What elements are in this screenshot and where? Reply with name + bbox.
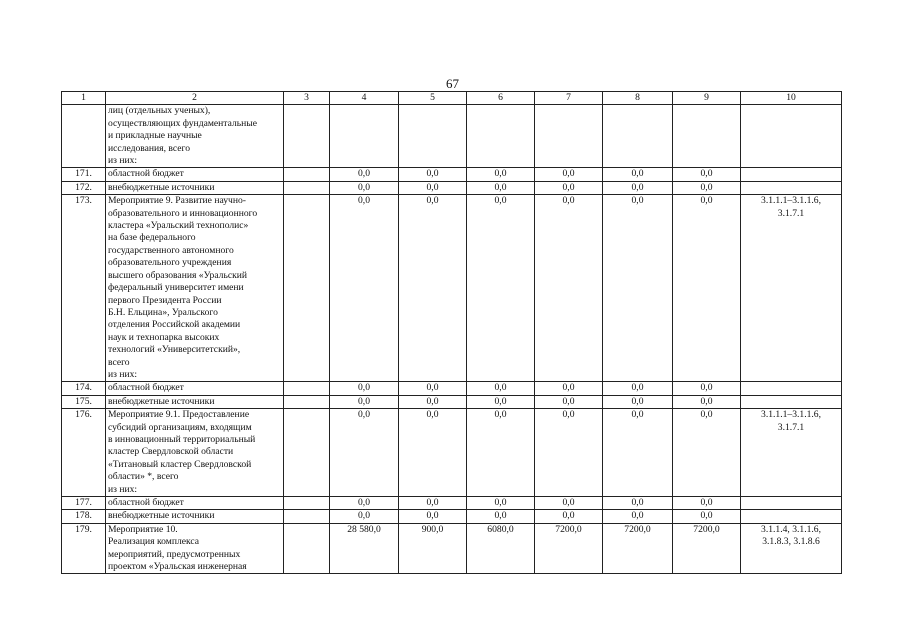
- description-line: исследования, всего: [108, 142, 190, 154]
- description-line: внебюджетные источники: [108, 510, 215, 522]
- row-number: 175.: [62, 395, 106, 408]
- reference-line: 3.1.7.1: [777, 207, 805, 219]
- value-cell: 0,0: [673, 382, 741, 395]
- row-description: [106, 510, 284, 523]
- value-cell: 0,0: [535, 382, 603, 395]
- column-3-cell: [284, 105, 330, 168]
- value-cell: 0,0: [535, 195, 603, 382]
- row-number: 179.: [62, 523, 106, 574]
- row-number: 171.: [62, 168, 106, 181]
- value-cell: 0,0: [330, 195, 399, 382]
- description-line: областной бюджет: [108, 382, 184, 394]
- reference-line: 3.1.1.4, 3.1.1.6,: [761, 523, 821, 535]
- value-cell: 0,0: [399, 497, 467, 510]
- description-line: первого Президента России: [108, 294, 222, 306]
- value-cell: 0,0: [603, 409, 673, 497]
- description-line: субсидий организациям, входящим: [108, 421, 252, 433]
- row-description: [106, 409, 284, 497]
- column-header: 2: [106, 92, 284, 105]
- value-cell: [330, 105, 399, 168]
- column-header: 10: [741, 92, 842, 105]
- description-line: в инновационный территориальный: [108, 433, 256, 445]
- value-cell: 0,0: [603, 168, 673, 181]
- value-cell: 0,0: [399, 409, 467, 497]
- reference-line: 3.1.8.3, 3.1.8.6: [762, 536, 820, 548]
- value-cell: 0,0: [399, 382, 467, 395]
- table-row: [62, 409, 842, 497]
- value-cell: 0,0: [467, 497, 535, 510]
- row-number: [62, 105, 106, 168]
- row-number: 178.: [62, 510, 106, 523]
- table-row: [62, 181, 842, 194]
- reference-line: 3.1.7.1: [777, 421, 805, 433]
- budget-table: [61, 91, 842, 574]
- value-cell: 0,0: [535, 497, 603, 510]
- description-line: «Титановый кластер Свердловской: [108, 458, 252, 470]
- value-cell: [535, 105, 603, 168]
- value-cell: 0,0: [399, 195, 467, 382]
- row-description: [106, 382, 284, 395]
- value-cell: 0,0: [603, 497, 673, 510]
- value-cell: 0,0: [535, 510, 603, 523]
- value-cell: 0,0: [330, 497, 399, 510]
- value-cell: 0,0: [535, 181, 603, 194]
- value-cell: 0,0: [399, 395, 467, 408]
- row-number: 173.: [62, 195, 106, 382]
- target-reference: [741, 395, 842, 408]
- row-number: 177.: [62, 497, 106, 510]
- target-reference: [741, 497, 842, 510]
- description-line: из них:: [108, 155, 138, 167]
- header-row: [62, 92, 842, 105]
- table-row: [62, 510, 842, 523]
- table-row: [62, 497, 842, 510]
- column-header: 5: [399, 92, 467, 105]
- value-cell: 28 580,0: [330, 523, 399, 574]
- value-cell: 0,0: [603, 510, 673, 523]
- value-cell: 0,0: [399, 168, 467, 181]
- value-cell: 0,0: [467, 168, 535, 181]
- row-description: [106, 181, 284, 194]
- value-cell: [673, 105, 741, 168]
- description-line: осуществляющих фундаментальные: [108, 117, 257, 129]
- description-line: мероприятий, предусмотренных: [108, 548, 241, 560]
- description-line: всего: [108, 356, 130, 368]
- column-header: 6: [467, 92, 535, 105]
- column-header: 7: [535, 92, 603, 105]
- target-reference: [741, 523, 842, 574]
- value-cell: 7200,0: [673, 523, 741, 574]
- table-row: [62, 523, 842, 574]
- value-cell: 0,0: [673, 181, 741, 194]
- description-line: Б.Н. Ельцина», Уральского: [108, 306, 218, 318]
- column-header: 3: [284, 92, 330, 105]
- page-number: 67: [446, 76, 459, 91]
- description-line: внебюджетные источники: [108, 395, 215, 407]
- value-cell: 0,0: [535, 409, 603, 497]
- description-line: федеральный университет имени: [108, 282, 244, 294]
- value-cell: 0,0: [330, 395, 399, 408]
- value-cell: 0,0: [330, 409, 399, 497]
- target-reference: [741, 382, 842, 395]
- value-cell: 0,0: [673, 395, 741, 408]
- description-line: Мероприятие 9. Развитие научно-: [108, 195, 246, 207]
- value-cell: 0,0: [467, 382, 535, 395]
- value-cell: [467, 105, 535, 168]
- value-cell: 0,0: [467, 510, 535, 523]
- value-cell: 0,0: [673, 409, 741, 497]
- value-cell: 0,0: [535, 168, 603, 181]
- row-description: [106, 395, 284, 408]
- value-cell: 0,0: [673, 497, 741, 510]
- column-header: 4: [330, 92, 399, 105]
- table-row: [62, 168, 842, 181]
- description-line: из них:: [108, 368, 138, 380]
- description-line: лиц (отдельных ученых),: [108, 105, 211, 117]
- row-number: 174.: [62, 382, 106, 395]
- description-line: отделения Российской академии: [108, 319, 241, 331]
- target-reference: [741, 409, 842, 497]
- column-3-cell: [284, 168, 330, 181]
- value-cell: 0,0: [467, 181, 535, 194]
- value-cell: [399, 105, 467, 168]
- description-line: Мероприятие 10.: [108, 523, 178, 535]
- column-header: 1: [62, 92, 106, 105]
- column-3-cell: [284, 181, 330, 194]
- value-cell: 0,0: [535, 395, 603, 408]
- row-description: [106, 497, 284, 510]
- value-cell: 0,0: [673, 168, 741, 181]
- value-cell: 0,0: [330, 168, 399, 181]
- row-description: [106, 195, 284, 382]
- row-number: 176.: [62, 409, 106, 497]
- row-description: [106, 523, 284, 574]
- description-line: технологий «Университетский»,: [108, 344, 241, 356]
- table-row: [62, 382, 842, 395]
- value-cell: 900,0: [399, 523, 467, 574]
- description-line: кластер Свердловской области: [108, 446, 234, 458]
- row-description: [106, 168, 284, 181]
- value-cell: 0,0: [603, 395, 673, 408]
- value-cell: 0,0: [467, 395, 535, 408]
- description-line: областной бюджет: [108, 497, 184, 508]
- description-line: высшего образования «Уральский: [108, 269, 248, 281]
- target-reference: [741, 181, 842, 194]
- reference-line: 3.1.1.1–3.1.1.6,: [761, 195, 821, 207]
- column-header: 8: [603, 92, 673, 105]
- value-cell: 0,0: [330, 510, 399, 523]
- description-line: государственного автономного: [108, 244, 234, 256]
- description-line: проектом «Уральская инженерная: [108, 561, 247, 573]
- value-cell: 0,0: [330, 382, 399, 395]
- table-row: [62, 105, 842, 168]
- column-3-cell: [284, 497, 330, 510]
- target-reference: [741, 168, 842, 181]
- value-cell: [603, 105, 673, 168]
- column-3-cell: [284, 395, 330, 408]
- value-cell: 0,0: [603, 382, 673, 395]
- column-3-cell: [284, 523, 330, 574]
- description-line: и прикладные научные: [108, 130, 202, 142]
- target-reference: [741, 105, 842, 168]
- target-reference: [741, 510, 842, 523]
- description-line: внебюджетные источники: [108, 181, 215, 193]
- value-cell: 7200,0: [603, 523, 673, 574]
- value-cell: 0,0: [467, 195, 535, 382]
- value-cell: 0,0: [673, 510, 741, 523]
- table-row: [62, 195, 842, 382]
- column-3-cell: [284, 382, 330, 395]
- description-line: на базе федерального: [108, 232, 196, 244]
- row-description: [106, 105, 284, 168]
- description-line: наук и технопарка высоких: [108, 331, 220, 343]
- description-line: образовательного и инновационного: [108, 207, 258, 219]
- value-cell: 0,0: [603, 195, 673, 382]
- table-row: [62, 395, 842, 408]
- description-line: областной бюджет: [108, 168, 184, 180]
- value-cell: 0,0: [603, 181, 673, 194]
- value-cell: 0,0: [467, 409, 535, 497]
- description-line: Реализация комплекса: [108, 536, 200, 548]
- description-line: области» *, всего: [108, 471, 179, 483]
- column-header: 9: [673, 92, 741, 105]
- row-number: 172.: [62, 181, 106, 194]
- value-cell: 0,0: [399, 181, 467, 194]
- description-line: Мероприятие 9.1. Предоставление: [108, 409, 250, 421]
- value-cell: 0,0: [673, 195, 741, 382]
- description-line: кластера «Уральский технополис»: [108, 220, 249, 232]
- value-cell: 0,0: [330, 181, 399, 194]
- value-cell: 6080,0: [467, 523, 535, 574]
- value-cell: 7200,0: [535, 523, 603, 574]
- column-3-cell: [284, 409, 330, 497]
- value-cell: 0,0: [399, 510, 467, 523]
- description-line: из них:: [108, 483, 138, 495]
- column-3-cell: [284, 510, 330, 523]
- target-reference: [741, 195, 842, 382]
- column-3-cell: [284, 195, 330, 382]
- reference-line: 3.1.1.1–3.1.1.6,: [761, 409, 821, 421]
- description-line: образовательного учреждения: [108, 257, 232, 269]
